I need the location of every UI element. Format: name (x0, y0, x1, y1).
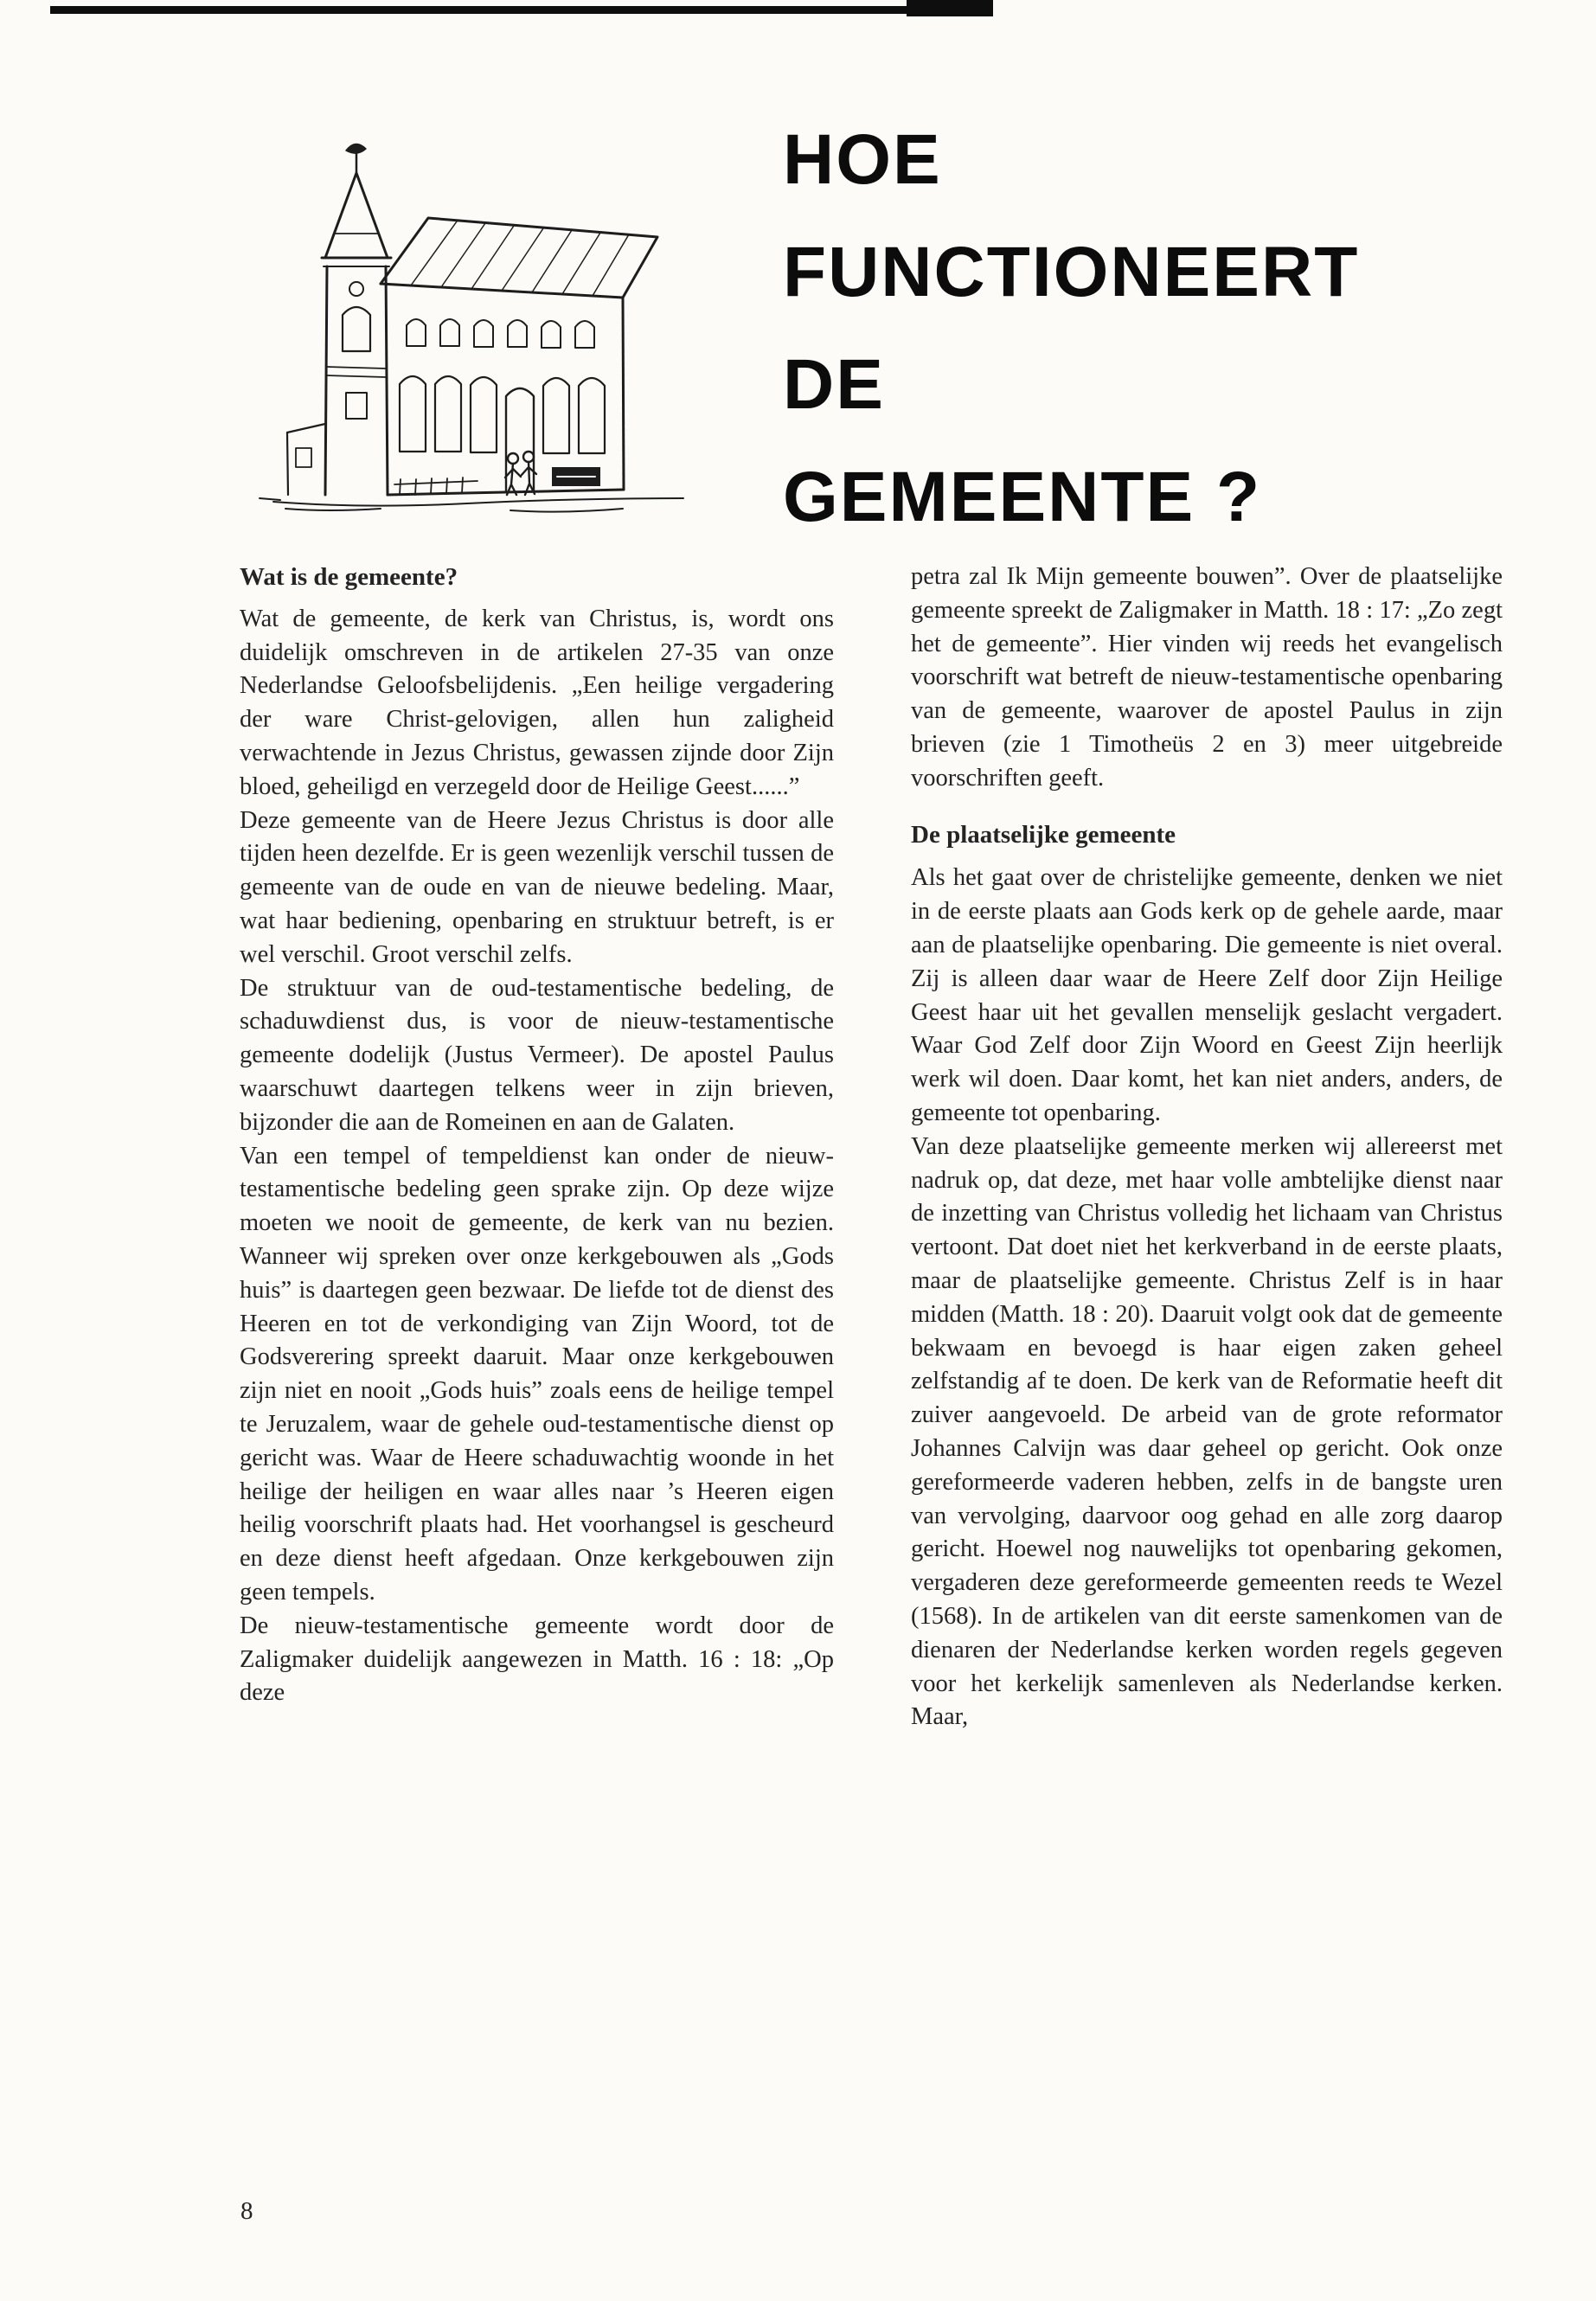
left-column (240, 561, 834, 1710)
body-paragraph: Als het gaat over de christelijke gemeente, denken we niet in de eerste plaats aan Gods kerk op de gehele aarde, maar aan de plaatselijke openbaring. Die gemeente is niet overal. Zij is alleen daar waar de Heere Zelf door Zijn Heilige Geest haar uit het gevallen menselijk geslacht vergadert. Waar God Zelf door Zijn Woord en Geest Zijn heerlijk werk wil doen. Daar komt, het kan niet anders, anders, de gemeente tot openbaring. (911, 864, 1503, 1126)
body-paragraph: Van deze plaatselijke gemeente merken wij allereerst met nadruk op, dat deze, met haar volle ambtelijke dienst naar de inzetting van Christus volledig het lichaam van Christus vertoont. Dat doet niet het kerkverband in de eerste plaats, maar de plaatselijke gemeente. Christus Zelf is in haar midden (Matth. 18 : 20). Daaruit volgt ook dat de gemeente bekwaam en bevoegd is haar eigen zaken geheel zelfstandig af te doen. De kerk van de Reformatie heeft dit zuiver aangevoeld. De arbeid van de grote reformator Johannes Calvijn was daar geheel op gericht. Ook onze gereformeerde vaderen hebben, zelfs in de bangste uren van vervolging, daarvoor oog gehad en alle zorg daarop gericht. Hoewel nog nauwelijks tot openbaring gekomen, vergaderen deze gereformeerde gemeenten reeds te Wezel (1568). In de artikelen van dit eerste samenkomen van de dienaren der Nederlandse kerken worden regels gegeven voor het kerkelijk samenleven als Nederlandse kerken. Maar, (911, 1132, 1503, 1731)
body-paragraph: De nieuw-testamentische gemeente wordt door de Zaligmaker duidelijk aangewezen in Matth. 16 : 18: „Op deze (240, 1612, 834, 1707)
page-title-line: DE (783, 345, 885, 424)
page-title-line: GEMEENTE ? (783, 458, 1262, 536)
body-paragraph: Wat de gemeente, de kerk van Christus, is, wordt ons duidelijk omschreven in de artikelen 27-35 van onze Nederlandse Geloofsbelijdenis. „Een heilige vergadering der ware Christ-gelovigen, allen hun zaligheid verwachtende in Jezus Christus, gewassen zijnde door Zijn bloed, geheiligd en verzegeld door de Heilige Geest......” (240, 605, 834, 800)
page-title-line: HOE (783, 120, 942, 199)
section-heading-de-plaatselijke-gemeente: De plaatselijke gemeente (911, 820, 1176, 849)
body-paragraph: Van een tempel of tempeldienst kan onder de nieuw-testamentische bedeling geen sprake zijn. Op deze wijze moeten we nooit de gemeente, de kerk van nu bezien. Wanneer wij spreken over onze kerkgebouwen als „Gods huis” is daartegen geen bezwaar. De liefde tot de dienst des Heeren en tot de verkondiging van Zijn Woord, tot de Godsverering spreekt daaruit. Maar onze kerkgebouwen zijn niet en nooit „Gods huis” zoals eens de heilige tempel te Jeruzalem, waar de gehele oud-testamentische dienst op gericht was. Waar de Heere schaduwachtig woonde in het heilige der heiligen en waar alles naar ’s Heeren eigen heilig voorschrift plaats had. Het voorhangsel is gescheurd en deze dienst heeft afgedaan. Onze kerkgebouwen zijn geen tempels. (240, 1142, 834, 1606)
body-paragraph: petra zal Ik Mijn gemeente bouwen”. Over de plaatselijke gemeente spreekt de Zaligmaker in Matth. 18 : 17: „Zo zegt het de gemeente”. Hier vinden wij reeds het evangelisch voorschrift wat betreft de nieuw-testamentische openbaring van de gemeente, waarover de apostel Paulus in zijn brieven (zie 1 Timotheüs 2 en 3) meer uitgebreide voorschriften geeft. (911, 563, 1503, 792)
body-paragraph: Deze gemeente van de Heere Jezus Christus is door alle tijden heen dezelfde. Er is geen wezenlijk verschil tussen de gemeente van de oude en van de nieuwe bedeling. Maar, wat haar bediening, openbaring en struktuur betreft, is er wel verschil. Groot verschil zelfs. (240, 806, 834, 968)
page-title-line: FUNCTIONEERT (783, 233, 1360, 311)
church-icon (251, 128, 694, 516)
section-heading-wat-is-de-gemeente: Wat is de gemeente? (240, 563, 458, 591)
right-column (911, 561, 1503, 1734)
header-rule-end-cap (907, 0, 993, 16)
page-title (783, 104, 1359, 554)
header-rule (50, 6, 986, 14)
body-paragraph: De struktuur van de oud-testamentische bedeling, de schaduwdienst dus, is voor de nieuw-testamentische gemeente dodelijk (Justus Vermeer). De apostel Paulus waarschuwt daartegen telkens weer in zijn brieven, bijzonder die aan de Romeinen en aan de Galaten. (240, 974, 834, 1136)
page-number: 8 (240, 2197, 253, 2225)
